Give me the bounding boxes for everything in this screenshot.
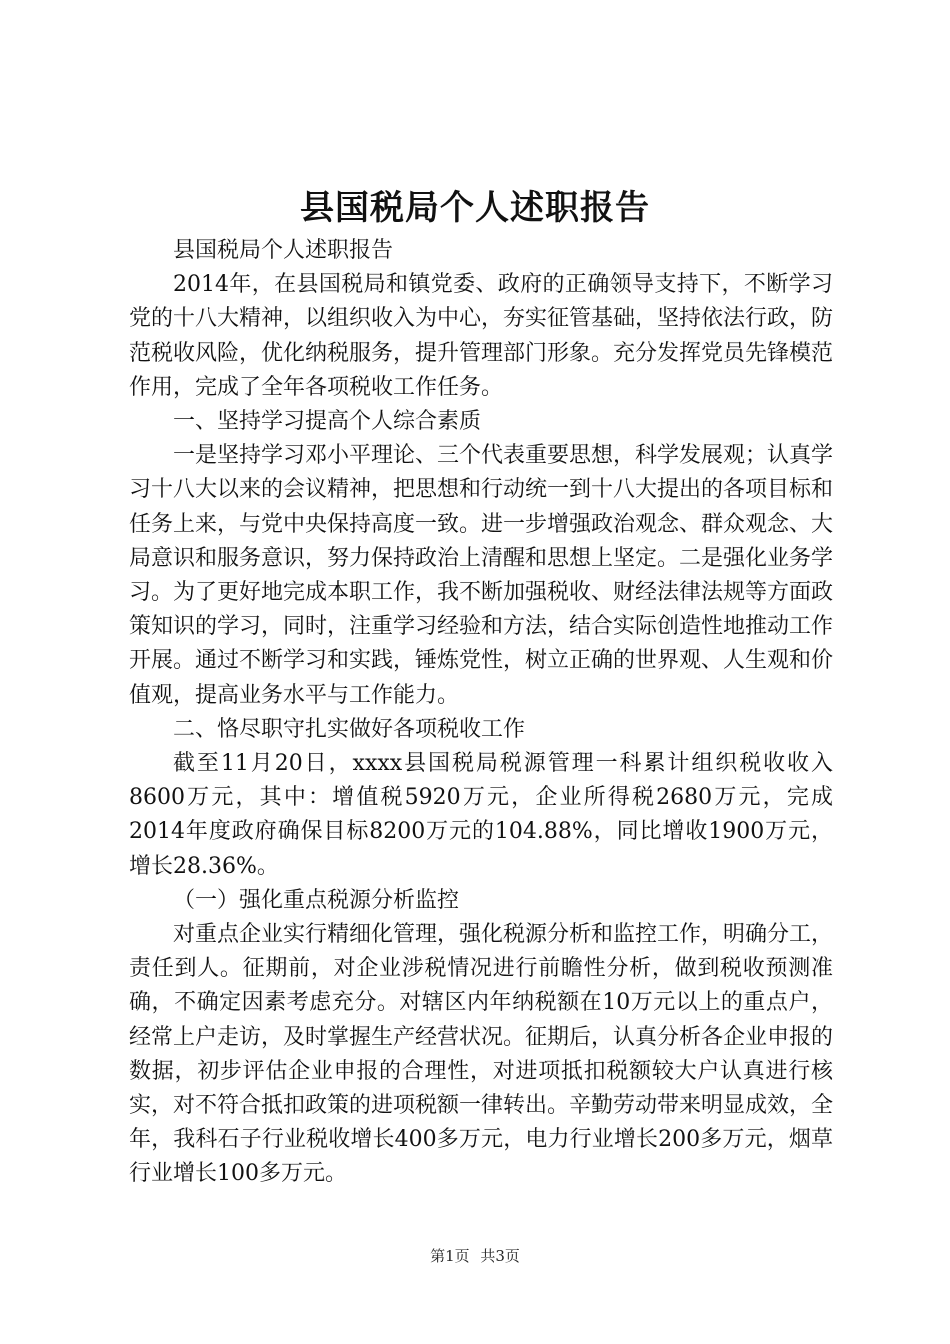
section-heading-1: 一、坚持学习提高个人综合素质 bbox=[173, 409, 482, 435]
page-number: 第1页 bbox=[430, 1247, 470, 1265]
paragraph-intro: 2014年，在县国税局和镇党委、政府的正确领导支持下，不断学习党的十八大精神，以组织收入为中心，夯实征管基础，坚持依法行政，防范税收风险，优化纳税服务，提升管理部门形象。充分发挥党员先锋模范作用，完成了全年各项税收工作任务。 bbox=[129, 272, 834, 400]
document-body bbox=[129, 234, 833, 1192]
page-footer bbox=[0, 1245, 950, 1266]
paragraph-study: 一是坚持学习邓小平理论、三个代表重要思想，科学发展观；认真学习十八大以来的会议精神，把思想和行动统一到十八大提出的各项目标和任务上来，与党中央保持高度一致。进一步增强政治观念、群众观念、大局意识和服务意识，努力保持政治上清醒和思想上坚定。二是强化业务学习。为了更好地完成本职工作，我不断加强税收、财经法律法规等方面政策知识的学习，同时，注重学习经验和方法，结合实际创造性地推动工作开展。通过不断学习和实践，锤炼党性，树立正确的世界观、人生观和价值观，提高业务水平与工作能力。 bbox=[129, 443, 834, 708]
document-title: 县国税局个人述职报告 bbox=[300, 188, 650, 228]
section-heading-2: 二、恪尽职守扎实做好各项税收工作 bbox=[173, 716, 526, 742]
paragraph-subtitle: 县国税局个人述职报告 bbox=[173, 238, 394, 263]
paragraph-key-sources: 对重点企业实行精细化管理，强化税源分析和监控工作，明确分工，责任到人。征期前，对企业涉税情况进行前瞻性分析，做到税收预测准确，不确定因素考虑充分。对辖区内年纳税额在10万元以上的重点户，经常上户走访，及时掌握生产经营状况。征期后，认真分析各企业申报的数据，初步评估企业申报的合理性，对进项抵扣税额较大户认真进行核实，对不符合抵扣政策的进项税额一律转出。辛勤劳动带来明显成效，全年，我科石子行业税收增长400多万元，电力行业增长200多万元，烟草行业增长100多万元。 bbox=[129, 922, 834, 1187]
page-total: 共3页 bbox=[480, 1247, 520, 1265]
subsection-heading-1: （一）强化重点税源分析监控 bbox=[173, 887, 460, 913]
paragraph-tax-revenue: 截至11月20日，xxxx县国税局税源管理一科累计组织税收收入8600万元，其中：增值税5920万元，企业所得税2680万元，完成2014年度政府确保目标8200万元的104.88%，同比增收1900万元，增长28.36%。 bbox=[129, 751, 833, 879]
